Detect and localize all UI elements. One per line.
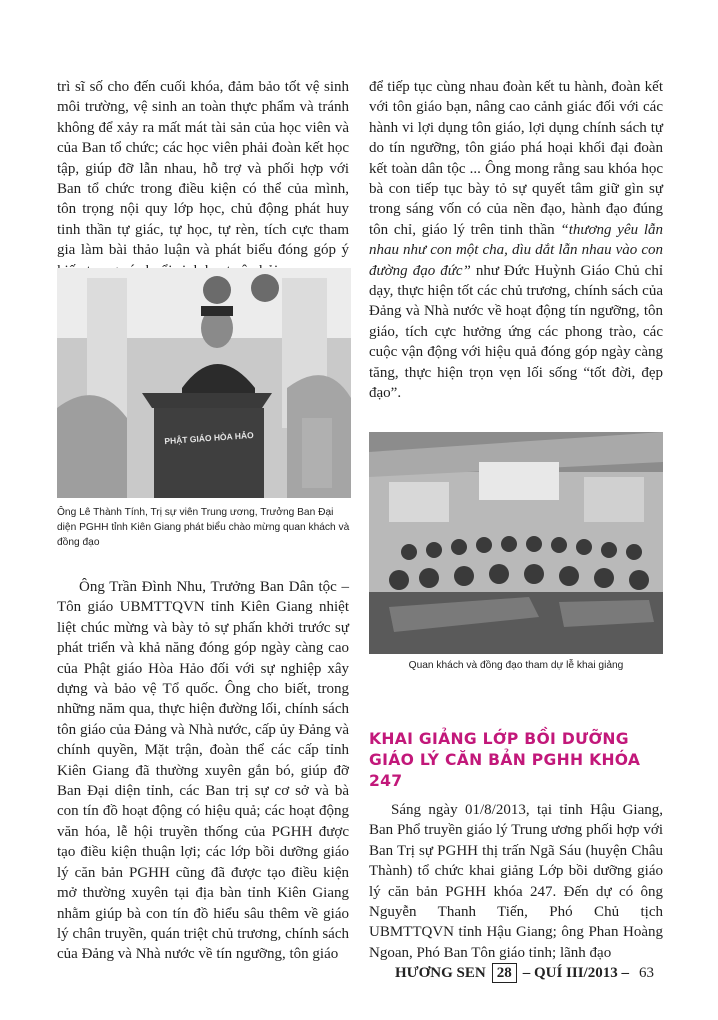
page-number: 63 — [638, 964, 654, 981]
section-heading: KHAI GIẢNG LỚP BỒI DƯỠNG GIÁO LÝ CĂN BẢN PGHH KHÓA 247 — [369, 730, 641, 790]
left-paragraph-2 — [57, 577, 349, 965]
issue-number: 28 — [492, 963, 517, 983]
audience-photo-caption: Quan khách và đồng đạo tham dự lễ khai giảng — [408, 660, 624, 671]
issue-period: – QUÍ III/2013 – — [522, 964, 629, 981]
speaker-photo — [57, 268, 351, 498]
audience-photo — [369, 432, 663, 654]
speaker-photo-drawing — [57, 268, 351, 498]
audience-photo-drawing — [369, 432, 663, 654]
left-paragraph-1: trì sĩ số cho đến cuối khóa, đảm bảo tốt vệ sinh môi trường, vệ sinh an toàn thực phẩm và tránh không để xảy ra mất mát tài sản của học viên và của Ban tổ chức; các học viên phải đoàn kết học tập, giúp đỡ lẫn nhau, hỗ trợ và phối hợp với Ban tổ chức trong điều kiện có thể của mình, tôn trọng nội quy lớp học, chủ động phát huy tinh thần tự giác, tự học, tự rèn, tích cực tham gia làm bài thảo luận và phát biểu đóng góp ý — [57, 79, 349, 259]
left-paragraph-2-text: Ông Trần Đình Nhu, Trưởng Ban Dân tộc – Tôn giáo UBMTTQVN tỉnh Kiên Giang nhiệt liệt chúc mừng và bày tỏ sự phấn khởi trước sự phát triển và khả năng đóng góp ngày càng cao của Phật giáo Hòa Hảo đối với sự nghiệp xây dựng và bảo vệ Tổ quốc. Ông cho biết, trong những năm qua, thực hiện đường lối, chính sách tôn giáo của Đảng và Nhà nước, cấp ủy Đảng và chính quyền, Mặt trận, đoàn thể các cấp tỉnh Kiên Giang đã thường xuyên gắn bó, giúp đỡ Ban Đại diện tỉnh, các Ban trị sự cơ sở và bà con tín đồ hoạt động có hiệu quả; các hoạt động văn hóa, lễ hội truyền thống của PGHH được tạo điều kiện thuận lợi; các lớp bồi dưỡng giáo lý căn bản PGHH cũng đã được tạo điều kiện mở thường xuyên tại địa bàn tỉnh Kiên Giang nhằm giúp bà con tín đồ hiểu sâu thêm về giáo lý chân truyền, quán triệt chủ trương, chính sách của Đảng và Nhà nước về tín ngưỡng, tôn giáo — [57, 579, 349, 963]
right-paragraph-1-quote: “thương yêu lẫn nhau như con một cha, dìu dắt lẫn nhau vào con đường đạo đức” — [369, 221, 664, 279]
magazine-name: HƯƠNG SEN — [395, 964, 486, 981]
speaker-photo-caption: Ông Lê Thành Tính, Trị sự viên Trung ương, Trưởng Ban Đại diện PGHH tỉnh Kiên Giang phát biểu chào mừng quan khách và đồng đạo — [57, 507, 350, 548]
page-footer — [395, 960, 675, 986]
right-paragraph-2-text: Sáng ngày 01/8/2013, tại tỉnh Hậu Giang, Ban Phổ truyền giáo lý Trung ương phối hợp với Ban Trị sự PGHH thị trấn Ngã Sáu (huyện Châu Thành) tổ chức khai giảng Lớp bồi dưỡng giáo lý căn bản PGHH khóa 247. Đến dự có ông Nguyễn Thanh Tiến, Phó Chủ tịch UBMTTQVN tỉnh Hậu Giang; ông Phan Hoàng Ngoan, Phó Ban Tôn giáo tỉnh; lãnh đạo — [369, 802, 663, 961]
right-paragraph-1 — [369, 77, 663, 404]
podium-sign: PHẬT GIÁO HÒA HẢO — [164, 429, 254, 447]
right-paragraph-1-text-b: như Đức Huỳnh Giáo Chủ chỉ dạy, thực hiện tốt các chủ trương, chính sách của Đảng và Nhà nước về hoạt động tín ngưỡng, tôn giáo, tích cực hưởng ứng các phong trào, các cuộc vận động với hiệu quả đóng góp ngày càng tăng, thực hiện trọn vẹn lối sống “tốt đời, đẹp đạo”. — [369, 262, 663, 402]
right-paragraph-1-text-a: để tiếp tục cùng nhau đoàn kết tu hành, đoàn kết với tôn giáo bạn, nâng cao cảnh giác đối với các hành vi lợi dụng tôn giáo, lợi dụng chính sách tự do tín ngưỡng, tôn giáo phá hoại khối đại đoàn kết toàn dân tộc ... Ông mong rằng sau khóa học bà con tiếp tục bày tỏ sự quyết tâm giữ gìn sự trong sáng vốn có của nền đạo, hành đạo đúng tôn chỉ, giáo lý trên tinh thần — [369, 79, 663, 238]
right-paragraph-2 — [369, 800, 663, 963]
